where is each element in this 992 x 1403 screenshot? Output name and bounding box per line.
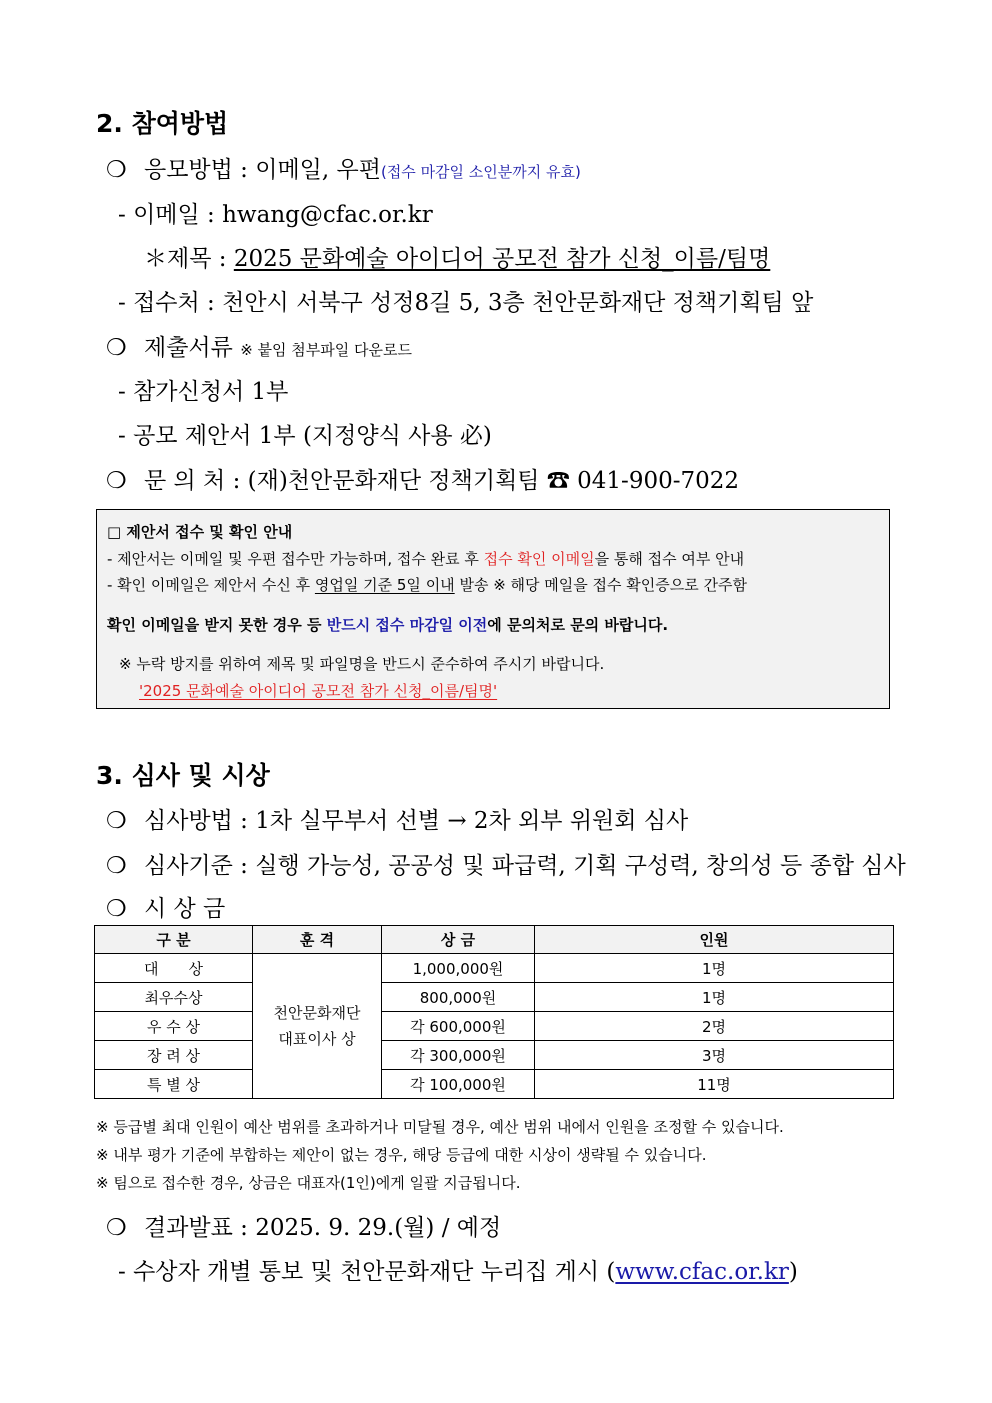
review-method: 심사방법 : 1차 실무부서 선별 → 2차 외부 위원회 심사: [144, 808, 689, 834]
header-amount: 상 금: [382, 926, 535, 954]
prize-table: [94, 925, 894, 1099]
bullet-icon: ❍: [106, 1215, 127, 1241]
result-announce: 결과발표 : 2025. 9. 29.(월) / 예정: [144, 1215, 502, 1241]
apply-method-line: [106, 151, 581, 184]
apply-method: 응모방법 : 이메일, 우편: [144, 157, 381, 183]
count-cell: 3명: [535, 1041, 894, 1070]
doc2-line: - 공모 제안서 1부 (지정양식 사용 必): [118, 423, 492, 449]
docs-line: [106, 329, 412, 362]
address-line: - 접수처 : 천안시 서북구 성정8길 5, 3층 천안문화재단 정책기획팀 앞: [118, 290, 814, 316]
note-3: ※ 팀으로 접수한 경우, 상금은 대표자(1인)에게 일괄 지급됩니다.: [96, 1174, 521, 1192]
result-detail-line: [118, 1253, 798, 1286]
review-criteria-line: [106, 847, 906, 880]
subject-value: 2025 문화예술 아이디어 공모전 참가 신청_이름/팀명: [233, 246, 771, 272]
docs-note: ※ 붙임 첨부파일 다운로드: [240, 341, 412, 359]
notice-text: 에 문의처로 문의 바랍니다.: [487, 616, 669, 634]
count-cell: 2명: [535, 1012, 894, 1041]
table-row: [95, 1012, 894, 1041]
count-cell: 1명: [535, 983, 894, 1012]
review-method-line: [106, 802, 688, 835]
amount-cell: 각 300,000원: [382, 1041, 535, 1070]
email-label: - 이메일 :: [118, 202, 223, 228]
result-line: [106, 1209, 501, 1242]
contact: 문 의 처 : (재)천안문화재단 정책기획팀 ☎ 041-900-7022: [144, 468, 740, 494]
website-link[interactable]: www.cfac.or.kr: [615, 1259, 789, 1285]
grade-cell: 대 상: [95, 954, 253, 983]
amount-cell: 800,000원: [382, 983, 535, 1012]
table-row: [95, 954, 894, 983]
table-header-row: [95, 926, 894, 954]
notice-text: 을 통해 접수 여부 안내: [594, 550, 745, 568]
notice-title: □ 제안서 접수 및 확인 안내: [107, 523, 293, 541]
notice-line-5: '2025 문화예술 아이디어 공모전 참가 신청_이름/팀명': [139, 682, 498, 700]
notice-text: - 확인 이메일은 제안서 수신 후: [107, 576, 315, 594]
notice-text: 발송 ※ 해당 메일을 접수 확인증으로 간주함: [454, 576, 747, 594]
subject-label: ＊제목 :: [144, 246, 234, 272]
grade-cell: 장 려 상: [95, 1041, 253, 1070]
section-2-heading: 2. 참여방법: [96, 109, 229, 138]
notice-box: [96, 509, 890, 709]
header-grade: 구 분: [95, 926, 253, 954]
bullet-icon: ❍: [106, 468, 127, 494]
table-row: [95, 983, 894, 1012]
email-value[interactable]: hwang@cfac.or.kr: [222, 202, 433, 228]
bullet-icon: ❍: [106, 853, 127, 879]
notice-line-4: ※ 누락 방지를 위하여 제목 및 파일명을 반드시 준수하여 주시기 바랍니다.: [119, 655, 605, 673]
table-row: [95, 1041, 894, 1070]
amount-cell: 각 100,000원: [382, 1070, 535, 1099]
notice-text: 확인 이메일을 받지 못한 경우 등: [107, 616, 327, 634]
review-criteria: 심사기준 : 실행 가능성, 공공성 및 파급력, 기획 구성력, 창의성 등 종합 심사: [144, 853, 906, 879]
note-2: ※ 내부 평가 기준에 부합하는 제안이 없는 경우, 해당 등급에 대한 시상이 생략될 수 있습니다.: [96, 1146, 707, 1164]
section-3-heading: 3. 심사 및 시상: [96, 761, 270, 790]
honor-cell: 천안문화재단 대표이사 상: [253, 954, 382, 1099]
prize-title: 시 상 금: [144, 896, 226, 922]
email-line: [118, 196, 433, 229]
result-detail-end: ): [788, 1259, 798, 1285]
grade-cell: 특 별 상: [95, 1070, 253, 1099]
notice-line-2: [107, 574, 747, 595]
notice-underline: 영업일 기준 5일 이내: [314, 576, 455, 594]
prize-title-line: [106, 890, 225, 923]
notice-line-3: [107, 614, 668, 635]
notice-line-1: [107, 548, 744, 569]
amount-cell: 각 600,000원: [382, 1012, 535, 1041]
amount-cell: 1,000,000원: [382, 954, 535, 983]
bullet-icon: ❍: [106, 808, 127, 834]
doc1-line: - 참가신청서 1부: [118, 379, 289, 405]
header-honor: 훈 격: [253, 926, 382, 954]
bullet-icon: ❍: [106, 157, 127, 183]
count-cell: 11명: [535, 1070, 894, 1099]
subject-line: [144, 240, 770, 273]
bullet-icon: ❍: [106, 335, 127, 361]
apply-method-note: (접수 마감일 소인분까지 유효): [380, 163, 581, 181]
contact-line: [106, 462, 739, 495]
docs-title: 제출서류: [144, 335, 233, 361]
header-count: 인원: [535, 926, 894, 954]
notice-highlight: 반드시 접수 마감일 이전: [326, 616, 488, 634]
table-row: [95, 1070, 894, 1099]
notice-highlight: 접수 확인 이메일: [483, 550, 595, 568]
count-cell: 1명: [535, 954, 894, 983]
result-detail: - 수상자 개별 통보 및 천안문화재단 누리집 게시 (: [118, 1259, 616, 1285]
note-1: ※ 등급별 최대 인원이 예산 범위를 초과하거나 미달될 경우, 예산 범위 내에서 인원을 조정할 수 있습니다.: [96, 1118, 784, 1136]
notice-text: - 제안서는 이메일 및 우편 접수만 가능하며, 접수 완료 후: [107, 550, 484, 568]
bullet-icon: ❍: [106, 896, 127, 922]
grade-cell: 최우수상: [95, 983, 253, 1012]
grade-cell: 우 수 상: [95, 1012, 253, 1041]
